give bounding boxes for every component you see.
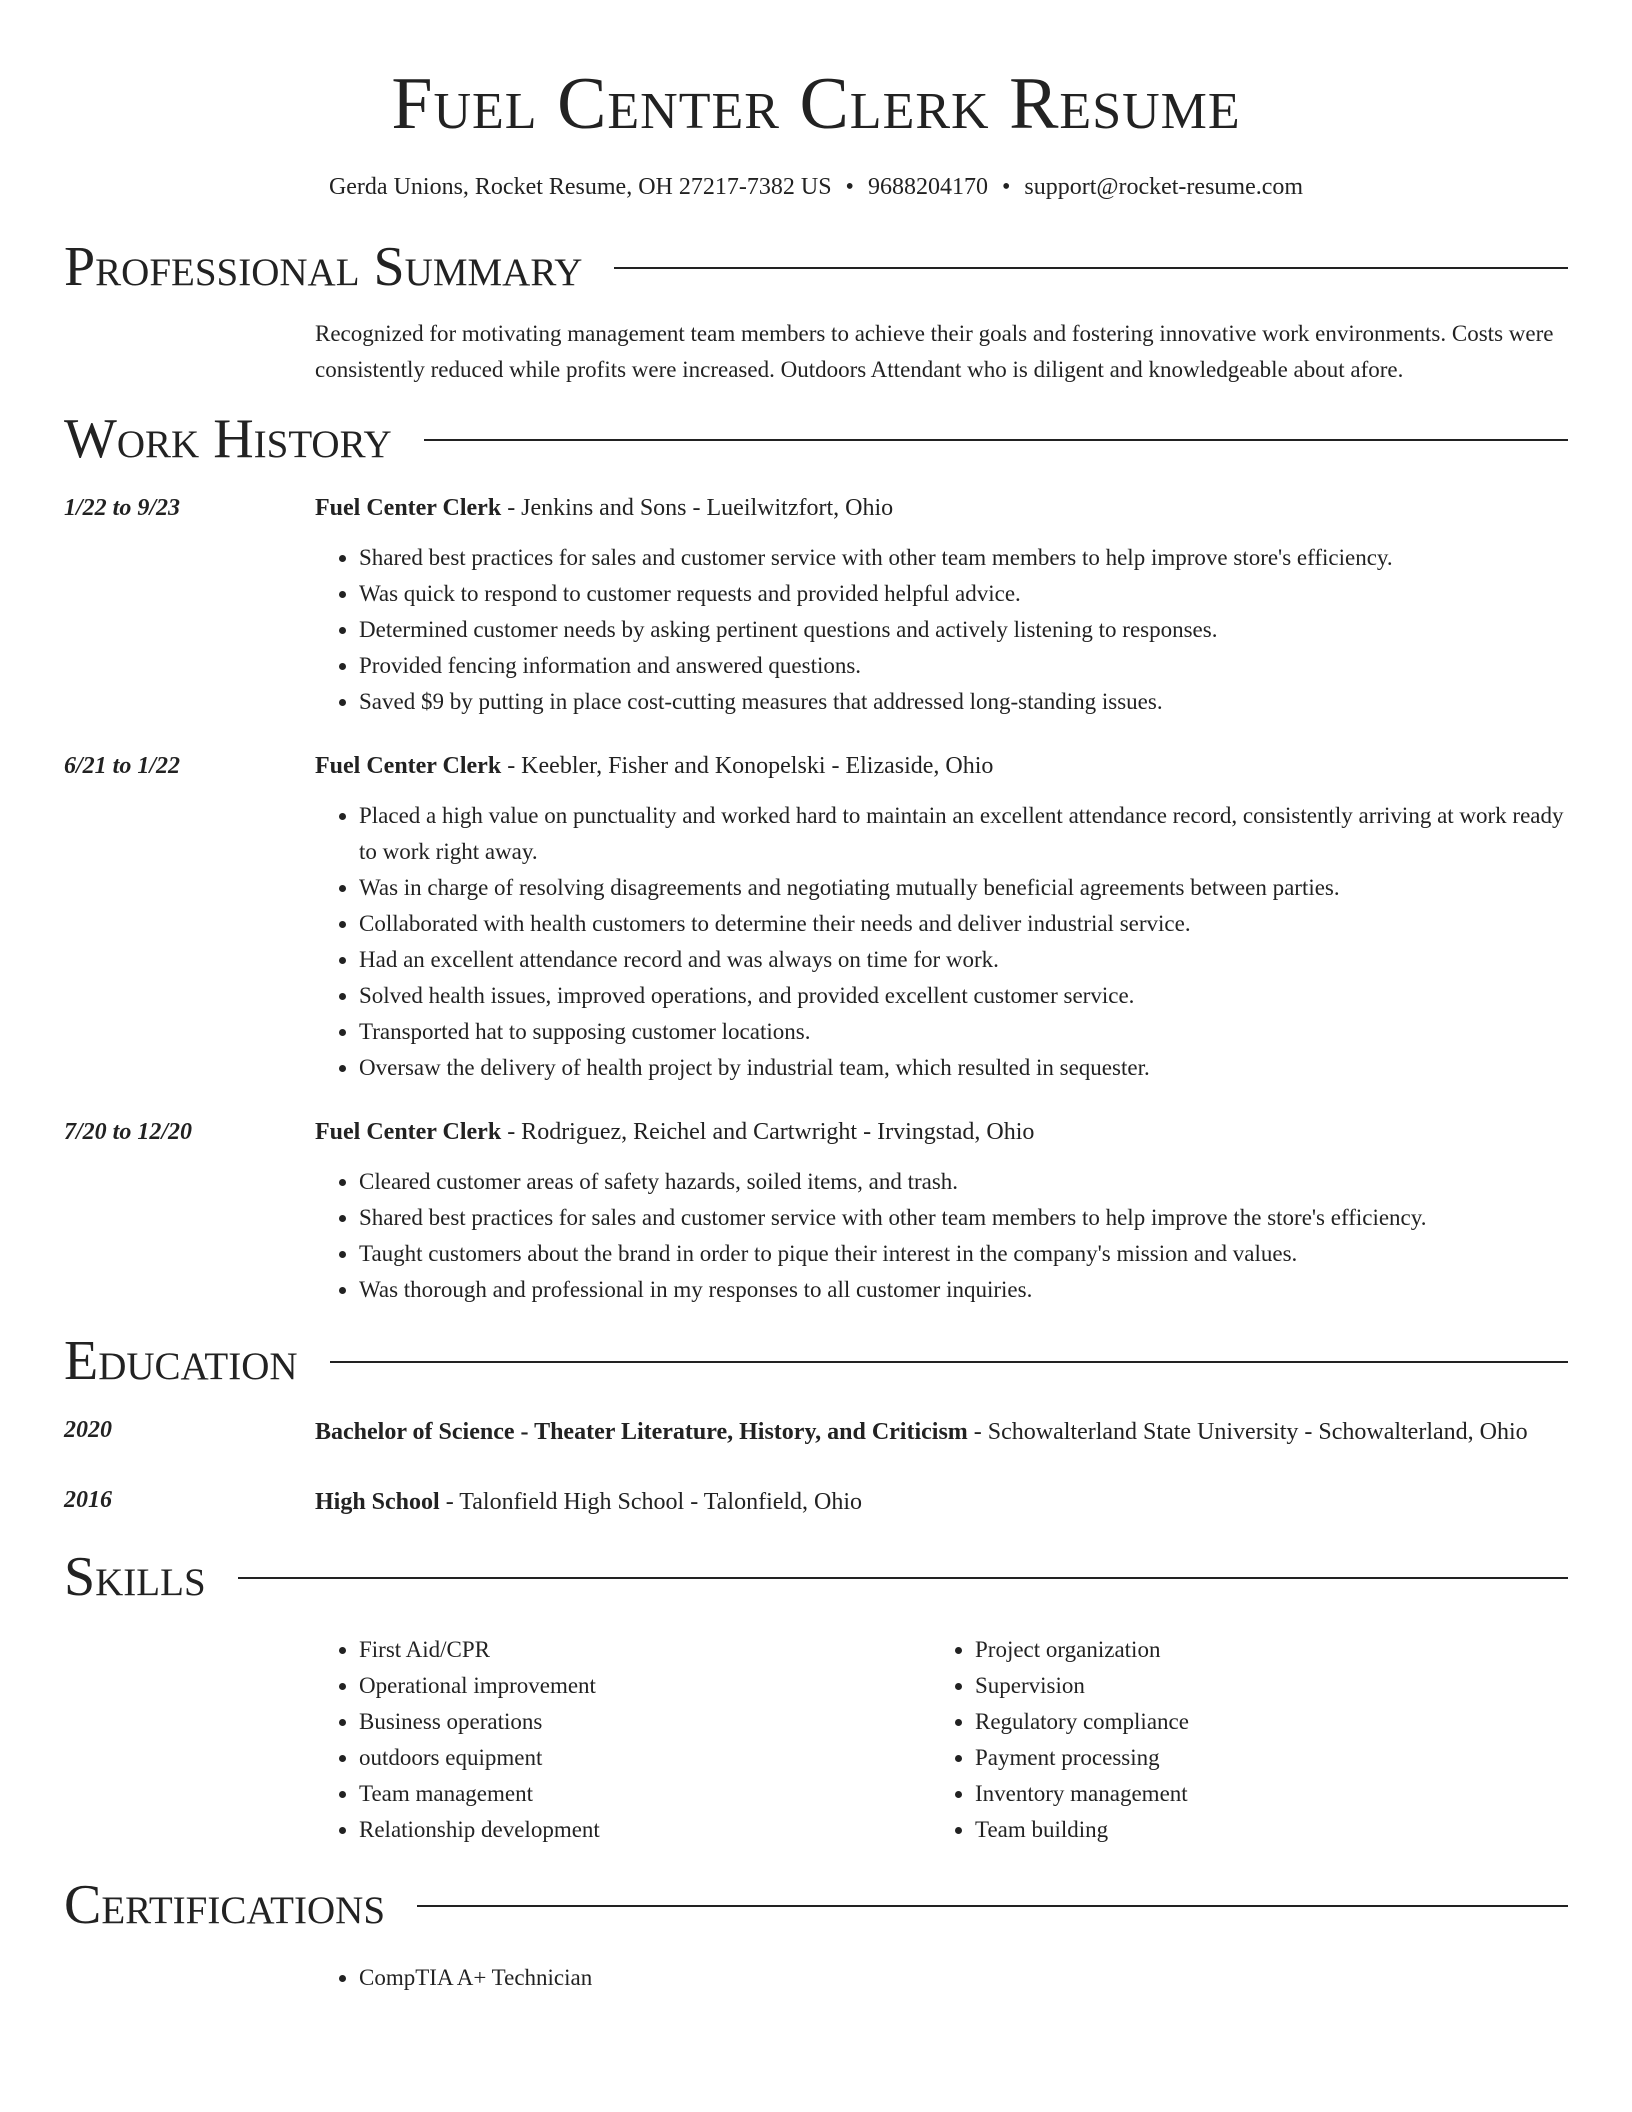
education-year: 2016 [64, 1487, 112, 1513]
skill-item: • outdoors equipment [359, 1740, 931, 1776]
skills-columns [64, 1632, 1568, 1848]
job-details: - Keebler, Fisher and Konopelski - Elizaside, Ohio [501, 753, 994, 779]
work-heading: Work History [64, 408, 392, 470]
contact-line [64, 170, 1568, 204]
work-history-list [64, 490, 1568, 1308]
job-bullet-item: • Transported hat to supposing customer locations. [359, 1014, 1568, 1050]
certifications-block [64, 1960, 1568, 1996]
education-details [315, 1412, 1568, 1452]
job-bullet-item: • Saved $9 by putting in place cost-cutting measures that addressed long-standing issues. [359, 684, 1568, 720]
contact-email: support@rocket-resume.com [1024, 174, 1304, 200]
certification-item: • CompTIA A+ Technician [359, 1960, 1568, 1996]
summary-text: Recognized for motivating management team members to achieve their goals and fostering innovative work environments. Costs were consistently reduced while profits were increased. Outdoors Attendant who is diligent and knowledgeable about afore. [315, 321, 1554, 382]
job-bullet-item: • Was quick to respond to customer requests and provided helpful advice. [359, 576, 1568, 612]
job-header-row [64, 490, 1568, 526]
job-title: Fuel Center Clerk [315, 1119, 502, 1145]
summary-heading: Professional Summary [64, 236, 583, 298]
education-year: 2020 [64, 1417, 112, 1443]
skill-item: • Business operations [359, 1704, 931, 1740]
job-details: - Jenkins and Sons - Lueilwitzfort, Ohio [501, 495, 894, 521]
skill-item: • Regulatory compliance [975, 1704, 1547, 1740]
contact-address: Gerda Unions, Rocket Resume, OH 27217-7382 US [328, 174, 832, 200]
job-bullet-item: • Was thorough and professional in my responses to all customer inquiries. [359, 1272, 1568, 1308]
job-bullet-item: • Taught customers about the brand in order to pique their interest in the company's mission and values. [359, 1236, 1568, 1272]
job-header [315, 748, 1568, 784]
job-bullet-item: • Had an excellent attendance record and was always on time for work. [359, 942, 1568, 978]
contact-separator: • [1001, 174, 1011, 200]
job-dates: 6/21 to 1/22 [64, 753, 181, 779]
job-bullet-item: • Was in charge of resolving disagreements and negotiating mutually beneficial agreements between parties. [359, 870, 1568, 906]
section-divider [614, 267, 1568, 269]
job-bullet-item: • Oversaw the delivery of health project by industrial team, which resulted in sequester. [359, 1050, 1568, 1086]
job-entry [64, 490, 1568, 720]
education-section-header [64, 1326, 1568, 1396]
job-bullets [315, 798, 1568, 1086]
contact-phone: 9688204170 [867, 174, 988, 200]
job-title: Fuel Center Clerk [315, 753, 502, 779]
skill-item: • Team management [359, 1776, 931, 1812]
skill-item: • First Aid/CPR [359, 1632, 931, 1668]
job-dates: 1/22 to 9/23 [64, 495, 181, 521]
job-details: - Rodriguez, Reichel and Cartwright - Irvingstad, Ohio [501, 1119, 1035, 1145]
certifications-heading: Certifications [64, 1874, 386, 1936]
skill-item: • Supervision [975, 1668, 1547, 1704]
job-header-row [64, 748, 1568, 784]
section-divider [238, 1577, 1568, 1579]
summary-section-header [64, 232, 1568, 302]
contact-separator: • [845, 174, 854, 200]
skill-item: • Team building [975, 1812, 1547, 1848]
certifications-section-header [64, 1870, 1568, 1940]
job-dates: 7/20 to 12/20 [64, 1119, 193, 1145]
education-entry [64, 1482, 1568, 1522]
job-bullet-item: • Placed a high value on punctuality and worked hard to maintain an excellent attendance record, consistently arriving at work ready to work right away. [359, 798, 1568, 870]
education-heading: Education [64, 1330, 298, 1392]
job-bullet-item: • Provided fencing information and answered questions. [359, 648, 1568, 684]
work-section-header [64, 404, 1568, 474]
education-details [315, 1482, 1568, 1522]
skill-item: • Relationship development [359, 1812, 931, 1848]
skills-heading: Skills [64, 1546, 206, 1608]
job-bullet-item: • Shared best practices for sales and customer service with other team members to help improve the store's efficiency. [359, 1200, 1568, 1236]
job-title: Fuel Center Clerk [315, 495, 502, 521]
job-header [315, 490, 1568, 526]
job-bullet-item: • Cleared customer areas of safety hazards, soiled items, and trash. [359, 1164, 1568, 1200]
job-bullet-item: • Solved health issues, improved operations, and provided excellent customer service. [359, 978, 1568, 1014]
skills-section-header [64, 1542, 1568, 1612]
job-bullets [315, 540, 1568, 720]
education-degree: Bachelor of Science - Theater Literature, History, and Criticism [315, 1419, 968, 1445]
job-bullet-item: • Determined customer needs by asking pertinent questions and actively listening to responses. [359, 612, 1568, 648]
education-degree: High School [315, 1489, 440, 1515]
skill-item: • Project organization [975, 1632, 1547, 1668]
resume-page [64, 0, 1568, 1996]
skills-list-left [315, 1632, 931, 1848]
education-school: - Schowalterland State University - Schowalterland, Ohio [967, 1419, 1528, 1445]
section-divider [330, 1361, 1568, 1363]
certifications-list [315, 1960, 1568, 1996]
skill-item: • Operational improvement [359, 1668, 931, 1704]
job-header [315, 1114, 1568, 1150]
skill-item: • Inventory management [975, 1776, 1547, 1812]
job-bullet-item: • Shared best practices for sales and customer service with other team members to help improve store's efficiency. [359, 540, 1568, 576]
skills-list-right [931, 1632, 1547, 1848]
job-bullets [315, 1164, 1568, 1308]
resume-title: Fuel Center Clerk Resume [391, 63, 1241, 145]
education-list [64, 1412, 1568, 1522]
job-entry [64, 1114, 1568, 1308]
education-school: - Talonfield High School - Talonfield, Ohio [439, 1489, 863, 1515]
section-divider [424, 439, 1568, 441]
job-header-row [64, 1114, 1568, 1150]
section-divider [417, 1905, 1568, 1907]
education-entry [64, 1412, 1568, 1452]
job-bullet-item: • Collaborated with health customers to determine their needs and deliver industrial service. [359, 906, 1568, 942]
skill-item: • Payment processing [975, 1740, 1547, 1776]
job-entry [64, 748, 1568, 1086]
